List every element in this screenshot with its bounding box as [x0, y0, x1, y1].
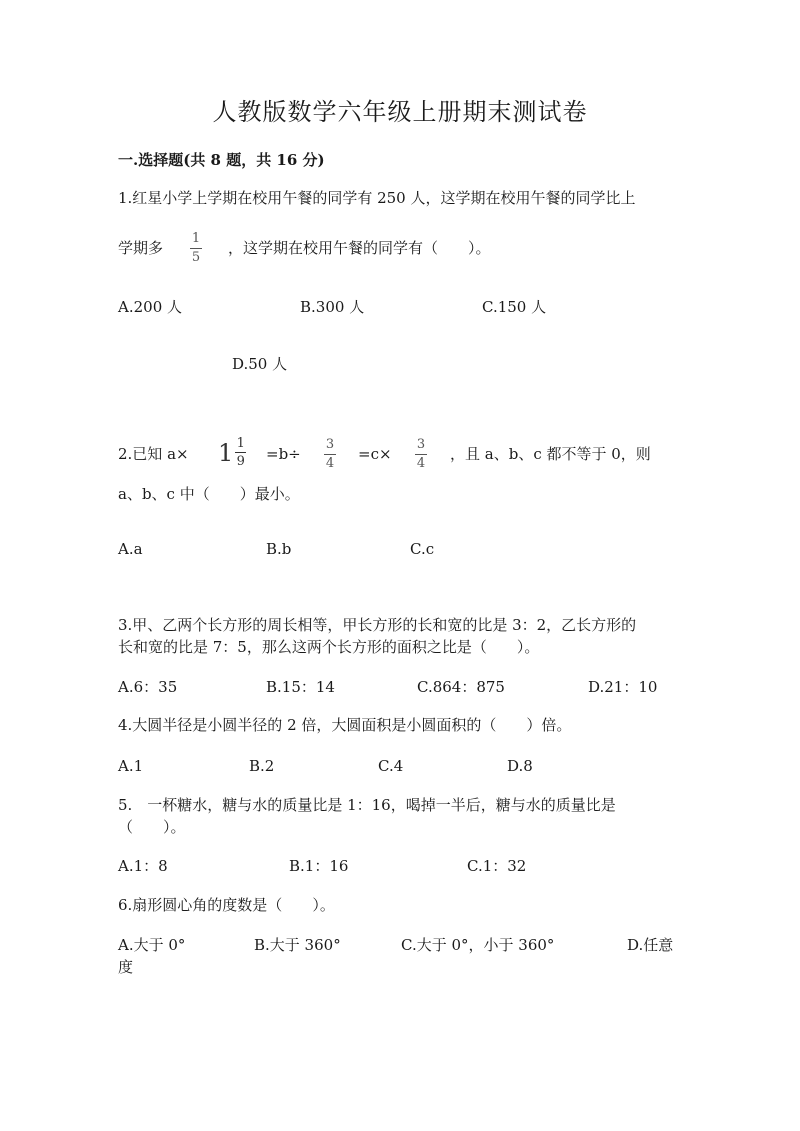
q2-eq-c: =c× — [358, 445, 392, 463]
q1-option-b: B.300 人 — [300, 298, 365, 316]
fraction-bar — [324, 454, 336, 455]
q2-fraction-2-denominator: 4 — [416, 456, 426, 471]
q5-text-line2: （ ）。 — [118, 818, 186, 836]
q2-mixed-numerator: 1 — [236, 436, 245, 451]
q2-fraction-2-numerator: 3 — [416, 437, 426, 452]
q2-text-pre: 2.已知 a× — [118, 445, 189, 463]
q6-text-line1: 6.扇形圆心角的度数是（ ）。 — [118, 896, 335, 914]
q2-mixed-fraction — [235, 437, 246, 468]
q2-option-b: B.b — [266, 540, 292, 558]
q6-option-d: D.任意 — [627, 936, 674, 954]
q2-text-line2: a、b、c 中（ ）最小。 — [118, 485, 300, 503]
q1-fraction — [190, 232, 202, 265]
q2-option-a: A.a — [118, 540, 143, 558]
q3-text-line1: 3.甲、乙两个长方形的周长相等，甲长方形的长和宽的比是 3：2，乙长方形的 — [118, 616, 637, 634]
q5-option-a: A.1：8 — [118, 857, 168, 875]
q2-text-post: ，且 a、b、c 都不等于 0，则 — [450, 445, 651, 463]
q3-option-b: B.15：14 — [266, 678, 335, 696]
q1-text-line2-post: ，这学期在校用午餐的同学有（ ）。 — [228, 239, 491, 257]
q1-fraction-numerator: 1 — [191, 231, 201, 246]
page-title: 人教版数学六年级上册期末测试卷 — [212, 98, 588, 126]
q6-option-d-wrap: 度 — [118, 958, 134, 976]
q1-text-line1: 1.红星小学上学期在校用午餐的同学有 250 人，这学期在校用午餐的同学比上 — [118, 189, 636, 207]
q4-option-c: C.4 — [378, 757, 404, 775]
q2-option-c: C.c — [410, 540, 435, 558]
q4-option-a: A.1 — [118, 757, 144, 775]
q6-option-a: A.大于 0° — [118, 936, 186, 954]
q2-fraction-1 — [324, 438, 336, 471]
q2-mixed-number — [218, 437, 246, 468]
q1-option-a: A.200 人 — [118, 298, 182, 316]
q4-text-line1: 4.大圆半径是小圆半径的 2 倍，大圆面积是小圆面积的（ ）倍。 — [118, 716, 572, 734]
q1-option-d: D.50 人 — [232, 355, 288, 373]
fraction-bar — [235, 452, 246, 453]
fraction-bar — [190, 248, 202, 249]
q1-fraction-denominator: 5 — [191, 250, 201, 265]
section-heading: 一.选择题(共 8 题，共 16 分) — [118, 151, 325, 169]
q2-fraction-1-numerator: 3 — [325, 437, 335, 452]
q1-text-line2-pre: 学期多 — [118, 239, 164, 257]
q6-option-b: B.大于 360° — [254, 936, 341, 954]
q5-option-b: B.1：16 — [289, 857, 349, 875]
q2-fraction-1-denominator: 4 — [325, 456, 335, 471]
q2-mixed-whole: 1 — [218, 438, 234, 467]
q6-option-c: C.大于 0°，小于 360° — [401, 936, 555, 954]
q4-option-d: D.8 — [507, 757, 533, 775]
q3-option-a: A.6：35 — [118, 678, 178, 696]
q5-option-c: C.1：32 — [467, 857, 527, 875]
q5-text-line1: 5. 一杯糖水，糖与水的质量比是 1：16，喝掉一半后，糖与水的质量比是 — [118, 796, 616, 814]
q3-option-d: D.21：10 — [588, 678, 658, 696]
q3-text-line2: 长和宽的比是 7：5，那么这两个长方形的面积之比是（ ）。 — [118, 638, 540, 656]
q2-mixed-denominator: 9 — [236, 454, 245, 469]
q3-option-c: C.864：875 — [417, 678, 505, 696]
q1-option-c: C.150 人 — [482, 298, 547, 316]
fraction-bar — [415, 454, 427, 455]
q4-option-b: B.2 — [249, 757, 275, 775]
q2-eq-b: =b÷ — [266, 445, 301, 463]
q2-fraction-2 — [415, 438, 427, 471]
